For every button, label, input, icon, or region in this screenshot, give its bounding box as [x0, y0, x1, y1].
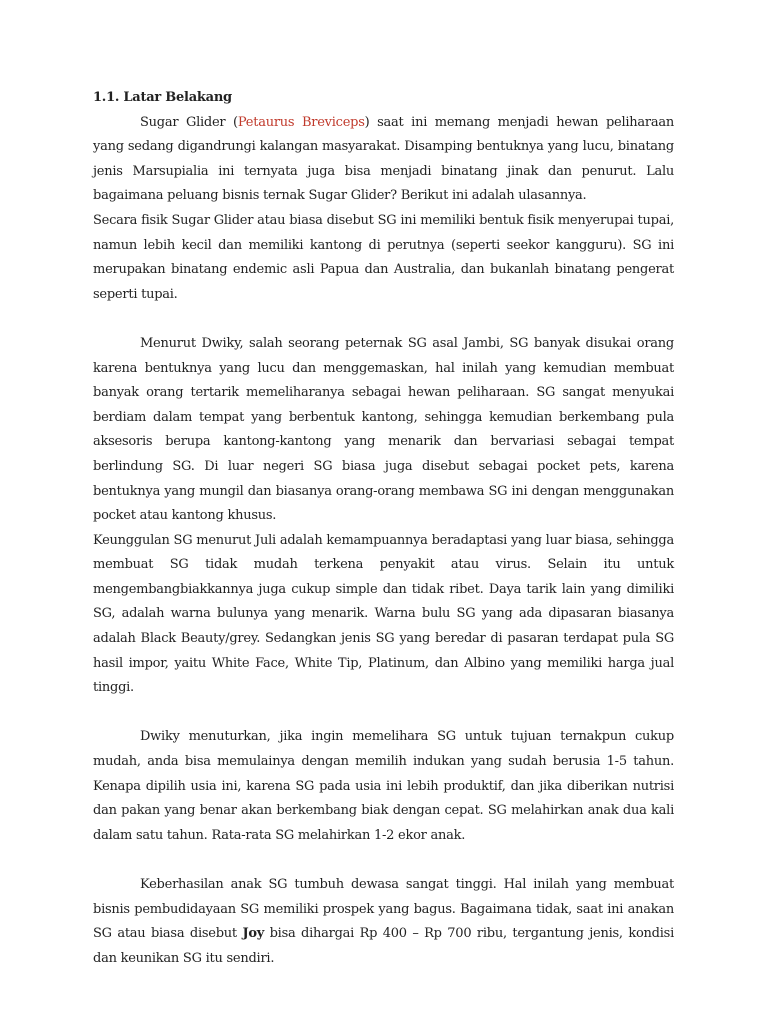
prospect-text-after: bisa dihargai Rp 400 – Rp 700 ribu, tergantung jenis, kondisi dan keunikan SG itu sendiri. — [93, 926, 674, 966]
intro-text-after: ) saat ini memang menjadi hewan peliharaan yang sedang digandrungi kalangan masyarakat. Disamping bentuknya yang lucu, binatang jenis Marsupialia ini ternyata juga bisa menjadi binatang jinak dan penurut. Lalu bagaimana peluang bisnis ternak Sugar Glider? Berikut ini adalah ulasannya. — [93, 114, 674, 204]
paragraph-gap — [93, 701, 674, 726]
paragraph-gap — [93, 848, 674, 873]
paragraph-intro — [93, 111, 674, 209]
paragraph-prospect — [93, 873, 674, 971]
paragraph-gap — [93, 307, 674, 332]
paragraph-physical: Secara fisik Sugar Glider atau biasa disebut SG ini memiliki bentuk fisik menyerupai tupai, namun lebih kecil dan memiliki kantong di perutnya (seperti seekor kangguru). SG ini merupakan binatang endemic asli Papua dan Australia, dan bukanlah binatang pengerat seperti tupai. — [93, 212, 674, 302]
paragraph-breeding: Dwiky menuturkan, jika ingin memelihara SG untuk tujuan ternakpun cukup mudah, anda bisa memulainya dengan memilih indukan yang sudah berusia 1-5 tahun. Kenapa dipilih usia ini, karena SG pada usia ini lebih produktif, dan jika diberikan nutrisi dan pakan yang benar akan berkembang biak dengan cepat. SG melahirkan anak dua kali dalam satu tahun. Rata-rata SG melahirkan 1-2 ekor anak. — [93, 729, 674, 843]
scientific-name: Petaurus Breviceps — [237, 114, 365, 130]
intro-text-before: Sugar Glider ( — [140, 114, 238, 130]
paragraph-dwiky: Menurut Dwiky, salah seorang peternak SG asal Jambi, SG banyak disukai orang karena bentuknya yang lucu dan menggemaskan, hal inilah yang kemudian membuat banyak orang tertarik memeliharanya sebagai hewan peliharaan. SG sangat menyukai berdiam dalam tempat yang berbentuk kantong, sehingga kemudian berkembang pula aksesoris berupa kantong-kantong yang menarik dan bervariasi sebagai tempat berlindung SG. Di luar negeri SG biasa juga disebut sebagai pocket pets, karena bentuknya yang mungil dan biasanya orang-orang membawa SG ini dengan menggunakan pocket atau kantong khusus. — [93, 335, 674, 524]
document-body — [93, 86, 674, 971]
paragraph-advantages: Keunggulan SG menurut Juli adalah kemampuannya beradaptasi yang luar biasa, sehingga membuat SG tidak mudah terkena penyakit atau virus. Selain itu untuk mengembangbiakkannya juga cukup simple dan tidak ribet. Daya tarik lain yang dimiliki SG, adalah warna bulunya yang menarik. Warna bulu SG yang ada dipasaran biasanya adalah Black Beauty/grey. Sedangkan jenis SG yang beredar di pasaran terdapat pula SG hasil impor, yaitu White Face, White Tip, Platinum, dan Albino yang memiliki harga jual tinggi. — [93, 532, 674, 696]
section-heading: 1.1. Latar Belakang — [93, 90, 232, 105]
joy-term: Joy — [242, 926, 265, 942]
prospect-text-before: Keberhasilan anak SG tumbuh dewasa sangat tinggi. Hal inilah yang membuat bisnis pembudidayaan SG memiliki prospek yang bagus. Bagaimana tidak, saat ini anakan SG atau biasa disebut — [93, 877, 674, 942]
